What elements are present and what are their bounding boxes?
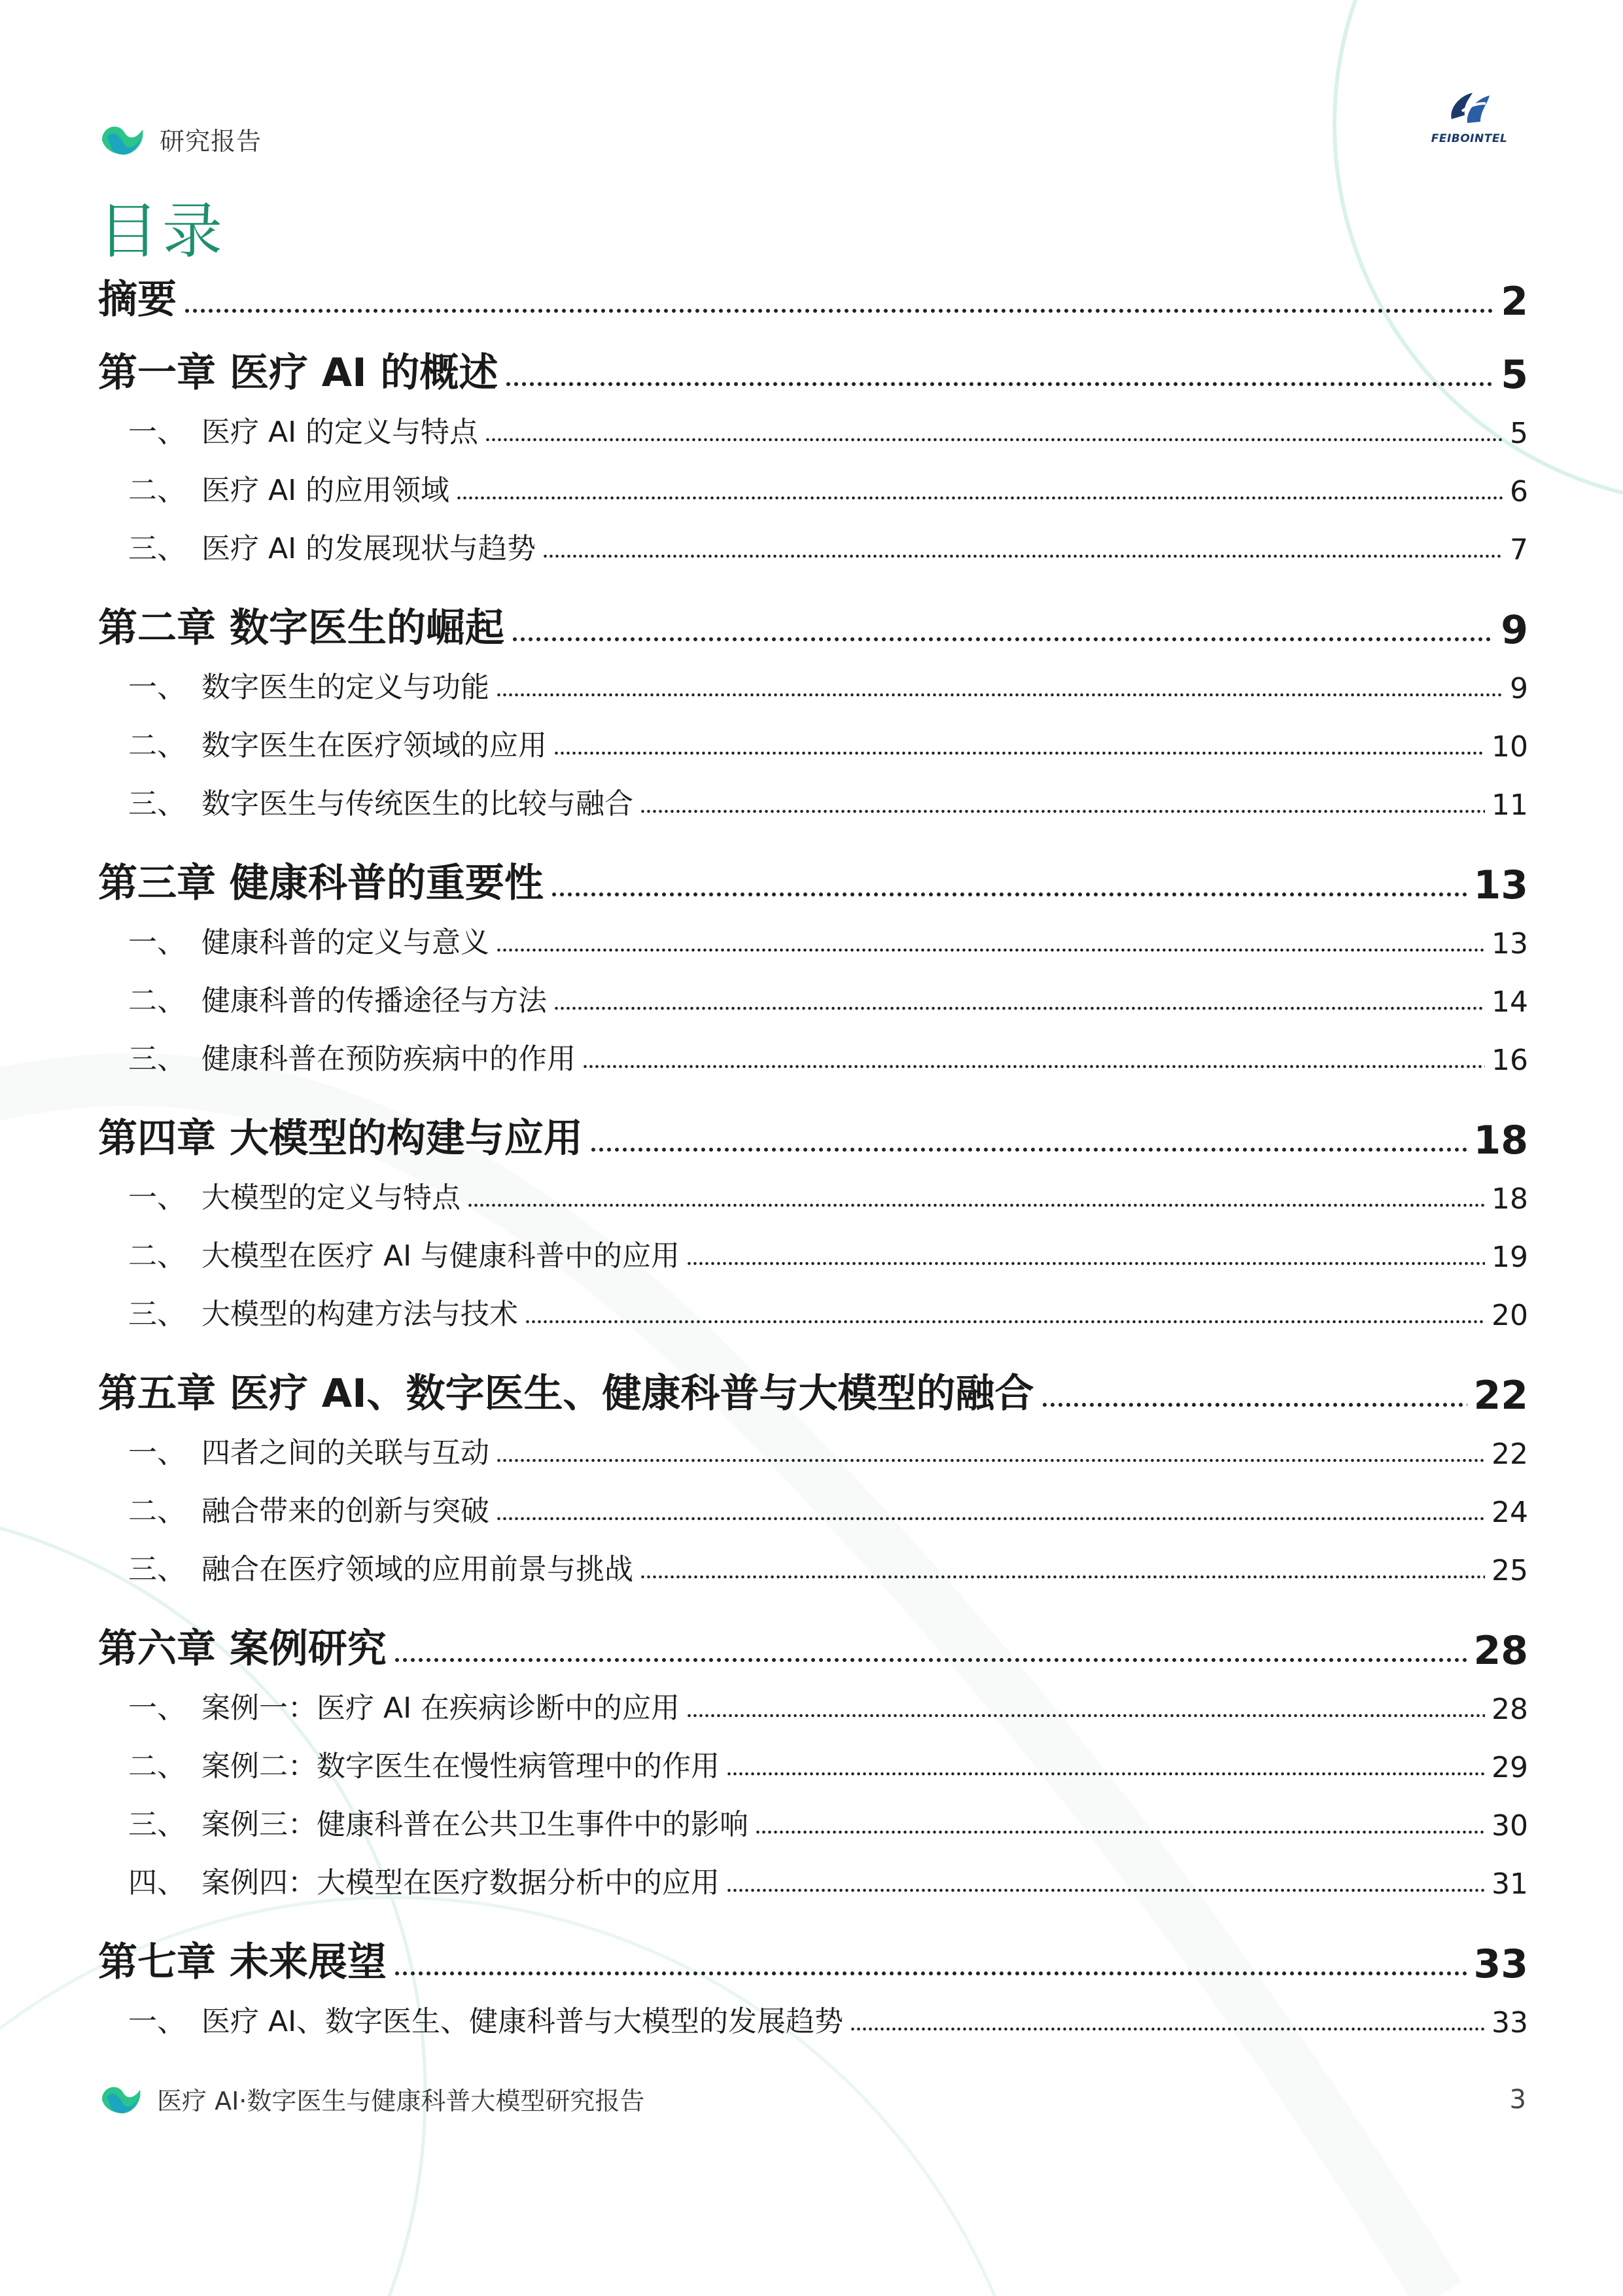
toc-section-entry[interactable] xyxy=(98,1040,1528,1077)
footer-title: 医疗 AI·数字医生与健康科普大模型研究报告 xyxy=(157,2086,645,2115)
toc-entry-page: 20 xyxy=(1492,1299,1528,1332)
toc-entry-title: 案例三：健康科普在公共卫生事件中的影响 xyxy=(201,1808,748,1841)
toc-entry-title: 第四章 大模型的构建与应用 xyxy=(98,1116,583,1161)
toc-entry-title: 数字医生的定义与功能 xyxy=(201,671,489,704)
toc-section-entry[interactable] xyxy=(98,1864,1528,1901)
toc-entry-page: 11 xyxy=(1492,788,1528,822)
toc-entry-title: 第七章 未来展望 xyxy=(98,1939,387,1985)
toc-entry-page: 31 xyxy=(1492,1867,1528,1901)
toc-entry-title: 大模型在医疗 AI 与健康科普中的应用 xyxy=(201,1239,680,1273)
toc-entry-number: 二、 xyxy=(128,984,186,1017)
toc-section-entry[interactable] xyxy=(98,1296,1528,1332)
toc-entry-page: 30 xyxy=(1492,1809,1528,1843)
toc-dot-leader xyxy=(726,1771,1485,1776)
toc-chapter-entry[interactable] xyxy=(98,348,1528,398)
toc-entry-title: 健康科普的传播途径与方法 xyxy=(201,984,547,1017)
toc-section-entry[interactable] xyxy=(98,1748,1528,1784)
toc-entry-page: 22 xyxy=(1473,1373,1528,1419)
brand-mark-icon xyxy=(1440,85,1499,131)
toc-entry-title: 案例二：数字医生在慢性病管理中的作用 xyxy=(201,1750,720,1783)
toc-entry-page: 24 xyxy=(1492,1496,1528,1529)
toc-dot-leader xyxy=(467,1203,1485,1208)
toc-dot-leader xyxy=(640,1574,1485,1580)
toc-dot-leader xyxy=(726,1888,1485,1893)
toc-dot-leader xyxy=(504,381,1494,387)
toc-entry-title: 医疗 AI 的发展现状与趋势 xyxy=(201,532,536,565)
toc-dot-leader xyxy=(496,947,1485,953)
toc-entry-page: 33 xyxy=(1473,1941,1528,1987)
toc-section-entry[interactable] xyxy=(98,785,1528,822)
toc-entry-number: 一、 xyxy=(128,415,186,449)
toc-entry-page: 10 xyxy=(1492,730,1528,764)
toc-entry-title: 健康科普在预防疾病中的作用 xyxy=(201,1042,576,1076)
toc-entry-page: 25 xyxy=(1492,1554,1528,1587)
toc-entry-page: 5 xyxy=(1510,417,1528,450)
toc-chapter-entry[interactable] xyxy=(98,603,1528,653)
toc-chapter-entry[interactable] xyxy=(98,1369,1528,1419)
toc-entry-page: 28 xyxy=(1492,1693,1528,1726)
toc-dot-leader xyxy=(485,437,1503,442)
toc-entry-title: 数字医生在医疗领域的应用 xyxy=(201,729,547,762)
toc-dot-leader xyxy=(640,809,1485,814)
toc-title: 目录 xyxy=(98,196,227,266)
toc-entry-title: 四者之间的关联与互动 xyxy=(201,1436,489,1470)
toc-section-entry[interactable] xyxy=(98,414,1528,450)
toc-chapter-entry[interactable] xyxy=(98,1624,1528,1674)
toc-chapter-entry[interactable] xyxy=(98,275,1528,325)
toc-entry-number: 一、 xyxy=(128,2005,186,2038)
toc-entry-title: 第五章 医疗 AI、数字医生、健康科普与大模型的融合 xyxy=(98,1371,1034,1417)
toc-entry-number: 一、 xyxy=(128,1436,186,1470)
toc-chapter-entry[interactable] xyxy=(98,858,1528,908)
toc-dot-leader xyxy=(582,1064,1485,1069)
toc-dot-leader xyxy=(511,636,1494,643)
toc-dot-leader xyxy=(496,1516,1485,1521)
toc-entry-page: 18 xyxy=(1492,1182,1528,1216)
toc-entry-page: 9 xyxy=(1501,607,1528,653)
toc-entry-title: 健康科普的定义与意义 xyxy=(201,926,489,959)
toc-entry-number: 二、 xyxy=(128,474,186,507)
toc-entry-number: 二、 xyxy=(128,729,186,762)
toc-entry-number: 三、 xyxy=(128,1553,186,1586)
toc-entry-number: 一、 xyxy=(128,671,186,704)
toc-entry-title: 案例一：医疗 AI 在疾病诊断中的应用 xyxy=(201,1691,680,1725)
toc-entry-page: 19 xyxy=(1492,1241,1528,1274)
toc-dot-leader xyxy=(755,1829,1485,1835)
toc-dot-leader xyxy=(1041,1402,1467,1408)
toc-dot-leader xyxy=(456,495,1503,501)
toc-entry-page: 33 xyxy=(1492,2006,1528,2040)
toc-section-entry[interactable] xyxy=(98,530,1528,567)
toc-chapter-entry[interactable] xyxy=(98,1937,1528,1987)
toc-entry-number: 三、 xyxy=(128,787,186,821)
toc-entry-title: 案例四：大模型在医疗数据分析中的应用 xyxy=(201,1866,720,1899)
toc-dot-leader xyxy=(686,1713,1485,1718)
toc-entry-page: 6 xyxy=(1510,475,1528,508)
header-label: 研究报告 xyxy=(160,126,262,156)
toc-entry-number: 三、 xyxy=(128,1298,186,1331)
toc-section-entry[interactable] xyxy=(98,669,1528,705)
toc-entry-number: 三、 xyxy=(128,1808,186,1841)
toc-dot-leader xyxy=(589,1146,1467,1153)
toc-entry-number: 一、 xyxy=(128,1691,186,1725)
toc-section-entry[interactable] xyxy=(98,1179,1528,1216)
brand-logo xyxy=(1423,85,1515,150)
toc-entry-number: 二、 xyxy=(128,1239,186,1273)
page-number: 3 xyxy=(1509,2085,1526,2115)
toc-entry-title: 大模型的构建方法与技术 xyxy=(201,1298,518,1331)
toc-entry-page: 22 xyxy=(1492,1438,1528,1471)
toc-section-entry[interactable] xyxy=(98,924,1528,961)
toc-entry-number: 三、 xyxy=(128,1042,186,1076)
toc-entry-number: 一、 xyxy=(128,1181,186,1214)
toc-entry-title: 第六章 案例研究 xyxy=(98,1626,387,1672)
brand-name: FEIBOINTEL xyxy=(1431,132,1508,145)
toc-dot-leader xyxy=(496,692,1503,698)
toc-section-entry[interactable] xyxy=(98,982,1528,1019)
toc-entry-title: 大模型的定义与特点 xyxy=(201,1181,461,1214)
toc-section-entry[interactable] xyxy=(98,1434,1528,1471)
toc-dot-leader xyxy=(525,1319,1485,1324)
toc-entry-page: 29 xyxy=(1492,1751,1528,1784)
toc-entry-title: 融合在医疗领域的应用前景与挑战 xyxy=(201,1553,633,1586)
toc-section-entry[interactable] xyxy=(98,1689,1528,1726)
toc-entry-title: 第二章 数字医生的崛起 xyxy=(98,605,504,651)
toc-entry-page: 28 xyxy=(1473,1628,1528,1674)
toc-section-entry[interactable] xyxy=(98,727,1528,764)
toc-entry-title: 第三章 健康科普的重要性 xyxy=(98,860,544,906)
report-header xyxy=(98,113,262,165)
toc-dot-leader xyxy=(553,751,1485,756)
toc-entry-title: 融合带来的创新与突破 xyxy=(201,1494,489,1528)
toc-entry-number: 一、 xyxy=(128,926,186,959)
toc-dot-leader xyxy=(686,1261,1485,1266)
toc-dot-leader xyxy=(550,891,1467,898)
toc-section-entry[interactable] xyxy=(98,472,1528,508)
toc-dot-leader xyxy=(850,2026,1485,2032)
page-footer xyxy=(98,2075,1528,2121)
toc-entry-page: 7 xyxy=(1510,533,1528,567)
toc-dot-leader xyxy=(542,554,1503,559)
toc-section-entry[interactable] xyxy=(98,1237,1528,1274)
toc-entry-number: 二、 xyxy=(128,1494,186,1528)
toc-entry-title: 医疗 AI 的应用领域 xyxy=(201,474,450,507)
toc-entry-title: 数字医生与传统医生的比较与融合 xyxy=(201,787,633,821)
toc-dot-leader xyxy=(496,1458,1485,1463)
toc-entry-page: 2 xyxy=(1501,279,1528,325)
toc-entry-page: 18 xyxy=(1473,1118,1528,1163)
toc-section-entry[interactable] xyxy=(98,2003,1528,2040)
toc-entry-number: 四、 xyxy=(128,1866,186,1899)
toc-entry-title: 第一章 医疗 AI 的概述 xyxy=(98,350,498,396)
toc-entry-page: 14 xyxy=(1492,985,1528,1019)
toc-entry-page: 16 xyxy=(1492,1044,1528,1077)
toc-section-entry[interactable] xyxy=(98,1806,1528,1843)
toc-entry-page: 13 xyxy=(1473,862,1528,908)
toc-dot-leader xyxy=(393,1657,1467,1663)
toc-entry-title: 摘要 xyxy=(98,277,177,323)
toc-section-entry[interactable] xyxy=(98,1551,1528,1587)
toc-entry-title: 医疗 AI 的定义与特点 xyxy=(201,415,479,449)
toc-entry-number: 二、 xyxy=(128,1750,186,1783)
toc-entry-page: 5 xyxy=(1501,352,1528,398)
toc-dot-leader xyxy=(183,308,1494,314)
footer-logo-icon xyxy=(98,2079,144,2118)
toc-chapter-entry[interactable] xyxy=(98,1114,1528,1163)
toc-dot-leader xyxy=(393,1970,1467,1977)
toc-entry-title: 医疗 AI、数字医生、健康科普与大模型的发展趋势 xyxy=(201,2005,844,2038)
toc-entry-page: 9 xyxy=(1510,672,1528,705)
toc-dot-leader xyxy=(553,1006,1485,1011)
toc-entry-page: 13 xyxy=(1492,927,1528,961)
toc-entry-number: 三、 xyxy=(128,532,186,565)
toc-section-entry[interactable] xyxy=(98,1492,1528,1529)
report-logo-icon xyxy=(98,118,147,160)
